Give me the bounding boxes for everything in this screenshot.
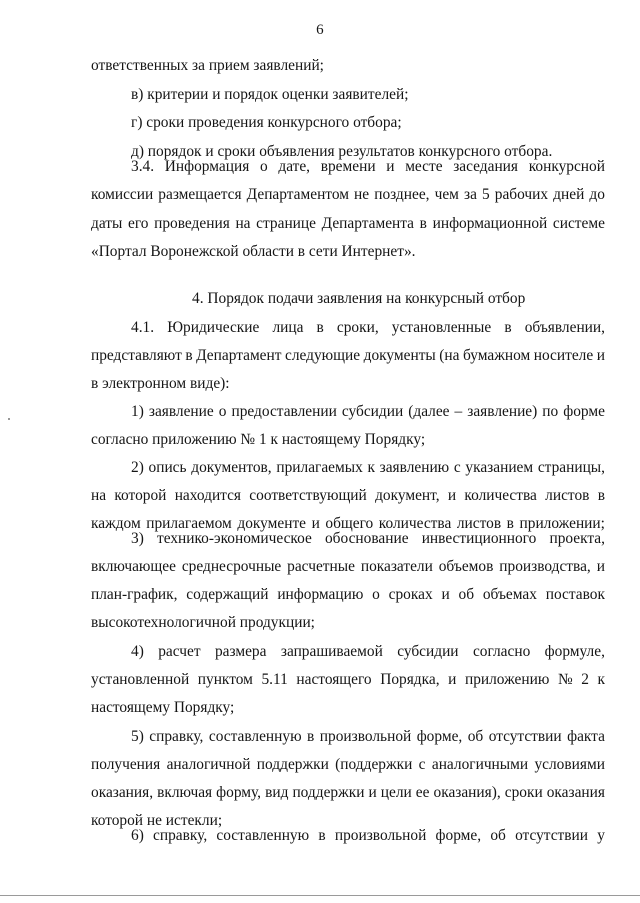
text-line (0, 642, 640, 662)
text-line-content: ответственных за прием заявлений; (91, 57, 324, 74)
text-line-content: г) сроки проведения конкурсного отбора; (131, 114, 402, 131)
text-line (0, 486, 640, 506)
bottom-border-line (0, 895, 640, 896)
scan-artifact (8, 418, 10, 420)
text-line (0, 458, 640, 478)
text-line-content: согласно приложению № 1 к настоящему Порядку; (91, 431, 426, 448)
text-line (0, 755, 640, 775)
text-line-content: «Портал Воронежской области в сети Интернет». (91, 243, 416, 260)
text-line-content: в) критерии и порядок оценки заявителей; (131, 86, 409, 103)
justified-text: 2) опись документов, прилагаемых к заявлению с указанием страницы, (131, 459, 605, 476)
justified-text: каждом прилагаемом документе и общего количества листов в приложении; (91, 515, 605, 532)
text-line-content: настоящему Порядку; (91, 699, 235, 716)
justified-text: 5) справку, составленную в произвольной форме, об отсутствии факта (131, 728, 605, 745)
justified-text: 1) заявление о предоставлении субсидии (далее – заявление) по форме (131, 403, 605, 420)
justified-text: план-график, содержащий информацию о сроках и об объемах поставок (91, 586, 605, 603)
text-line (0, 374, 640, 394)
text-line-content: в электронном виде): (91, 375, 230, 392)
text-line (0, 185, 640, 205)
text-line (0, 430, 640, 450)
justified-text: установленной пунктом 5.11 настоящего Порядка, и приложению № 2 к (91, 671, 605, 688)
page-number: 6 (316, 22, 324, 38)
justified-text: 3.4. Информация о дате, времени и месте заседания конкурсной (131, 158, 605, 175)
justified-text: 6) справку, составленную в произвольной форме, об отсутствии у (131, 827, 605, 844)
justified-text: 4.1. Юридические лица в сроки, установленные в объявлении, (131, 319, 605, 336)
text-line-content: высокотехнологичной продукции; (91, 614, 315, 631)
text-line (0, 346, 640, 366)
justified-text: включающее среднесрочные расчетные показатели объемов производства, и (91, 558, 605, 575)
text-line (0, 557, 640, 577)
text-line (0, 214, 640, 234)
text-line (0, 113, 640, 133)
text-line-content: которой не истекли; (91, 812, 223, 829)
text-line (0, 56, 640, 76)
justified-text: представляют в Департамент следующие документы (на бумажном носителе и (91, 347, 605, 364)
justified-text: комиссии размещается Департаментом не позднее, чем за 5 рабочих дней до (91, 186, 605, 203)
section-heading-text: 4. Порядок подачи заявления на конкурсный отбор (192, 290, 526, 307)
text-line (0, 670, 640, 690)
justified-text: 3) технико-экономическое обоснование инвестиционного проекта, (131, 530, 605, 547)
justified-text: на которой находится соответствующий документ, и количества листов в (91, 487, 605, 504)
justified-text: 4) расчет размера запрашиваемой субсидии согласно формуле, (131, 643, 605, 660)
text-line (0, 826, 640, 846)
text-line (0, 727, 640, 747)
text-line-content: д) порядок и сроки объявления результатов конкурсного отбора. (131, 143, 553, 160)
justified-text: даты его проведения на странице Департамента в информационной системе (91, 215, 605, 232)
justified-text: оказания, включая форму, вид поддержки и цели ее оказания), сроки оказания (91, 784, 605, 801)
text-line (0, 585, 640, 605)
text-line (0, 157, 640, 177)
text-line (0, 85, 640, 105)
text-line (0, 698, 640, 718)
text-line (0, 318, 640, 338)
justified-text: получения аналогичной поддержки (поддержки с аналогичными условиями (91, 756, 605, 773)
section-heading (0, 289, 640, 309)
text-line (0, 402, 640, 422)
text-line (0, 613, 640, 633)
text-line (0, 242, 640, 262)
text-line (0, 529, 640, 549)
text-line (0, 783, 640, 803)
